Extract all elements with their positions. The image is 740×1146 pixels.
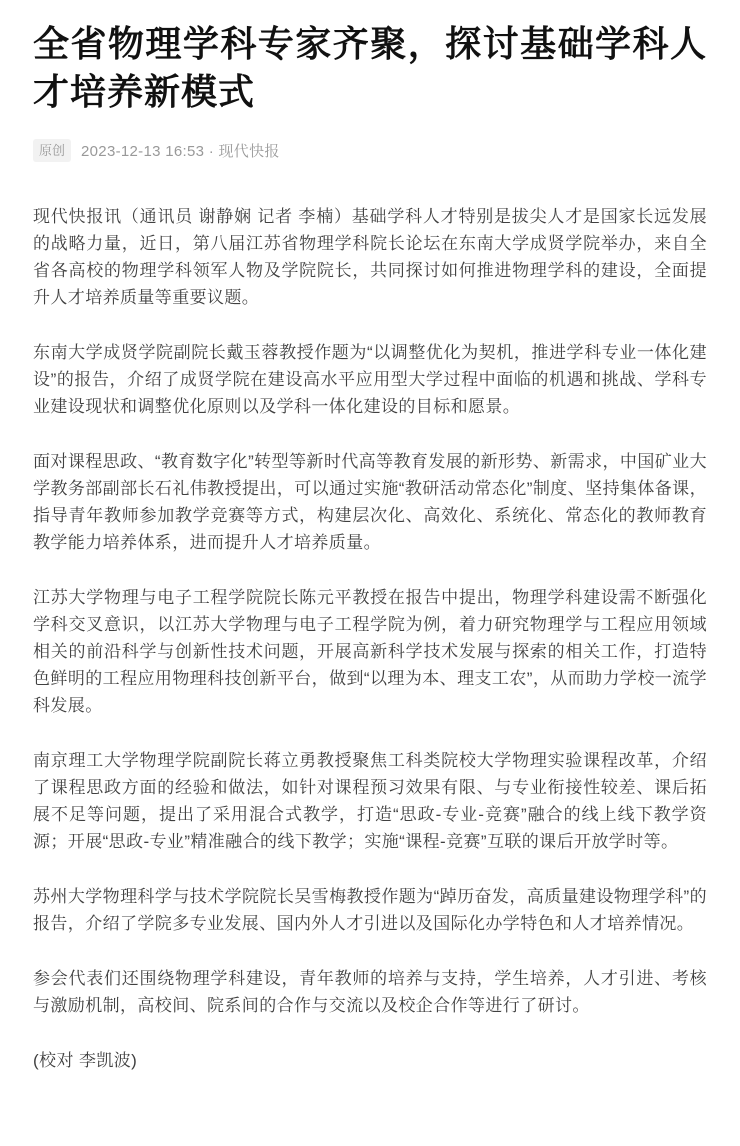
article-meta-row (33, 139, 707, 162)
publish-datetime-source: 2023-12-13 16:53 · 现代快报 (81, 143, 280, 160)
article-paragraph: 南京理工大学物理学院副院长蒋立勇教授聚焦工科类院校大学物理实验课程改革，介绍了课程思政方面的经验和做法，如针对课程预习效果有限、与专业衔接性较差、课后拓展不足等问题，提出了采用混合式教学，打造“思政-专业-竞赛”融合的线上线下教学资源；开展“思政-专业”精准融合的线下教学；实施“课程-竞赛”互联的课后开放学时等。 (33, 751, 707, 851)
original-badge: 原创 (33, 139, 71, 162)
article-title: 全省物理学科专家齐聚，探讨基础学科人才培养新模式 (33, 23, 707, 112)
article-paragraph: 面对课程思政、“教育数字化”转型等新时代高等教育发展的新形势、新需求，中国矿业大学教务部副部长石礼伟教授提出，可以通过实施“教研活动常态化”制度、坚持集体备课，指导青年教师参加教学竞赛等方式，构建层次化、高效化、系统化、常态化的教师教育教学能力培养体系，进而提升人才培养质量。 (33, 452, 707, 552)
proofreader-note: (校对 李凯波) (33, 1051, 138, 1070)
article-paragraph: 江苏大学物理与电子工程学院院长陈元平教授在报告中提出，物理学科建设需不断强化学科交叉意识，以江苏大学物理与电子工程学院为例，着力研究物理学与工程应用领域相关的前沿科学与创新性技术问题，开展高新科学技术发展与探索的相关工作，打造特色鲜明的工程应用物理科技创新平台，做到“以理为本、理支工农”，从而助力学校一流学科发展。 (33, 588, 707, 715)
article-body (33, 203, 707, 1074)
article-paragraph: 东南大学成贤学院副院长戴玉蓉教授作题为“以调整优化为契机，推进学科专业一体化建设”的报告，介绍了成贤学院在建设高水平应用型大学过程中面临的机遇和挑战、学科专业建设现状和调整优化原则以及学科一体化建设的目标和愿景。 (33, 343, 707, 416)
article-paragraph: 苏州大学物理科学与技术学院院长吴雪梅教授作题为“踔历奋发，高质量建设物理学科”的报告，介绍了学院多专业发展、国内外人才引进以及国际化办学特色和人才培养情况。 (33, 887, 707, 933)
article-paragraph: 参会代表们还围绕物理学科建设，青年教师的培养与支持，学生培养，人才引进、考核与激励机制，高校间、院系间的合作与交流以及校企合作等进行了研讨。 (33, 969, 707, 1015)
article-paragraph: 现代快报讯（通讯员 谢静娴 记者 李楠）基础学科人才特别是拔尖人才是国家长远发展的战略力量，近日，第八届江苏省物理学科院长论坛在东南大学成贤学院举办，来自全省各高校的物理学科领军人物及学院院长，共同探讨如何推进物理学科的建设，全面提升人才培养质量等重要议题。 (33, 207, 707, 307)
